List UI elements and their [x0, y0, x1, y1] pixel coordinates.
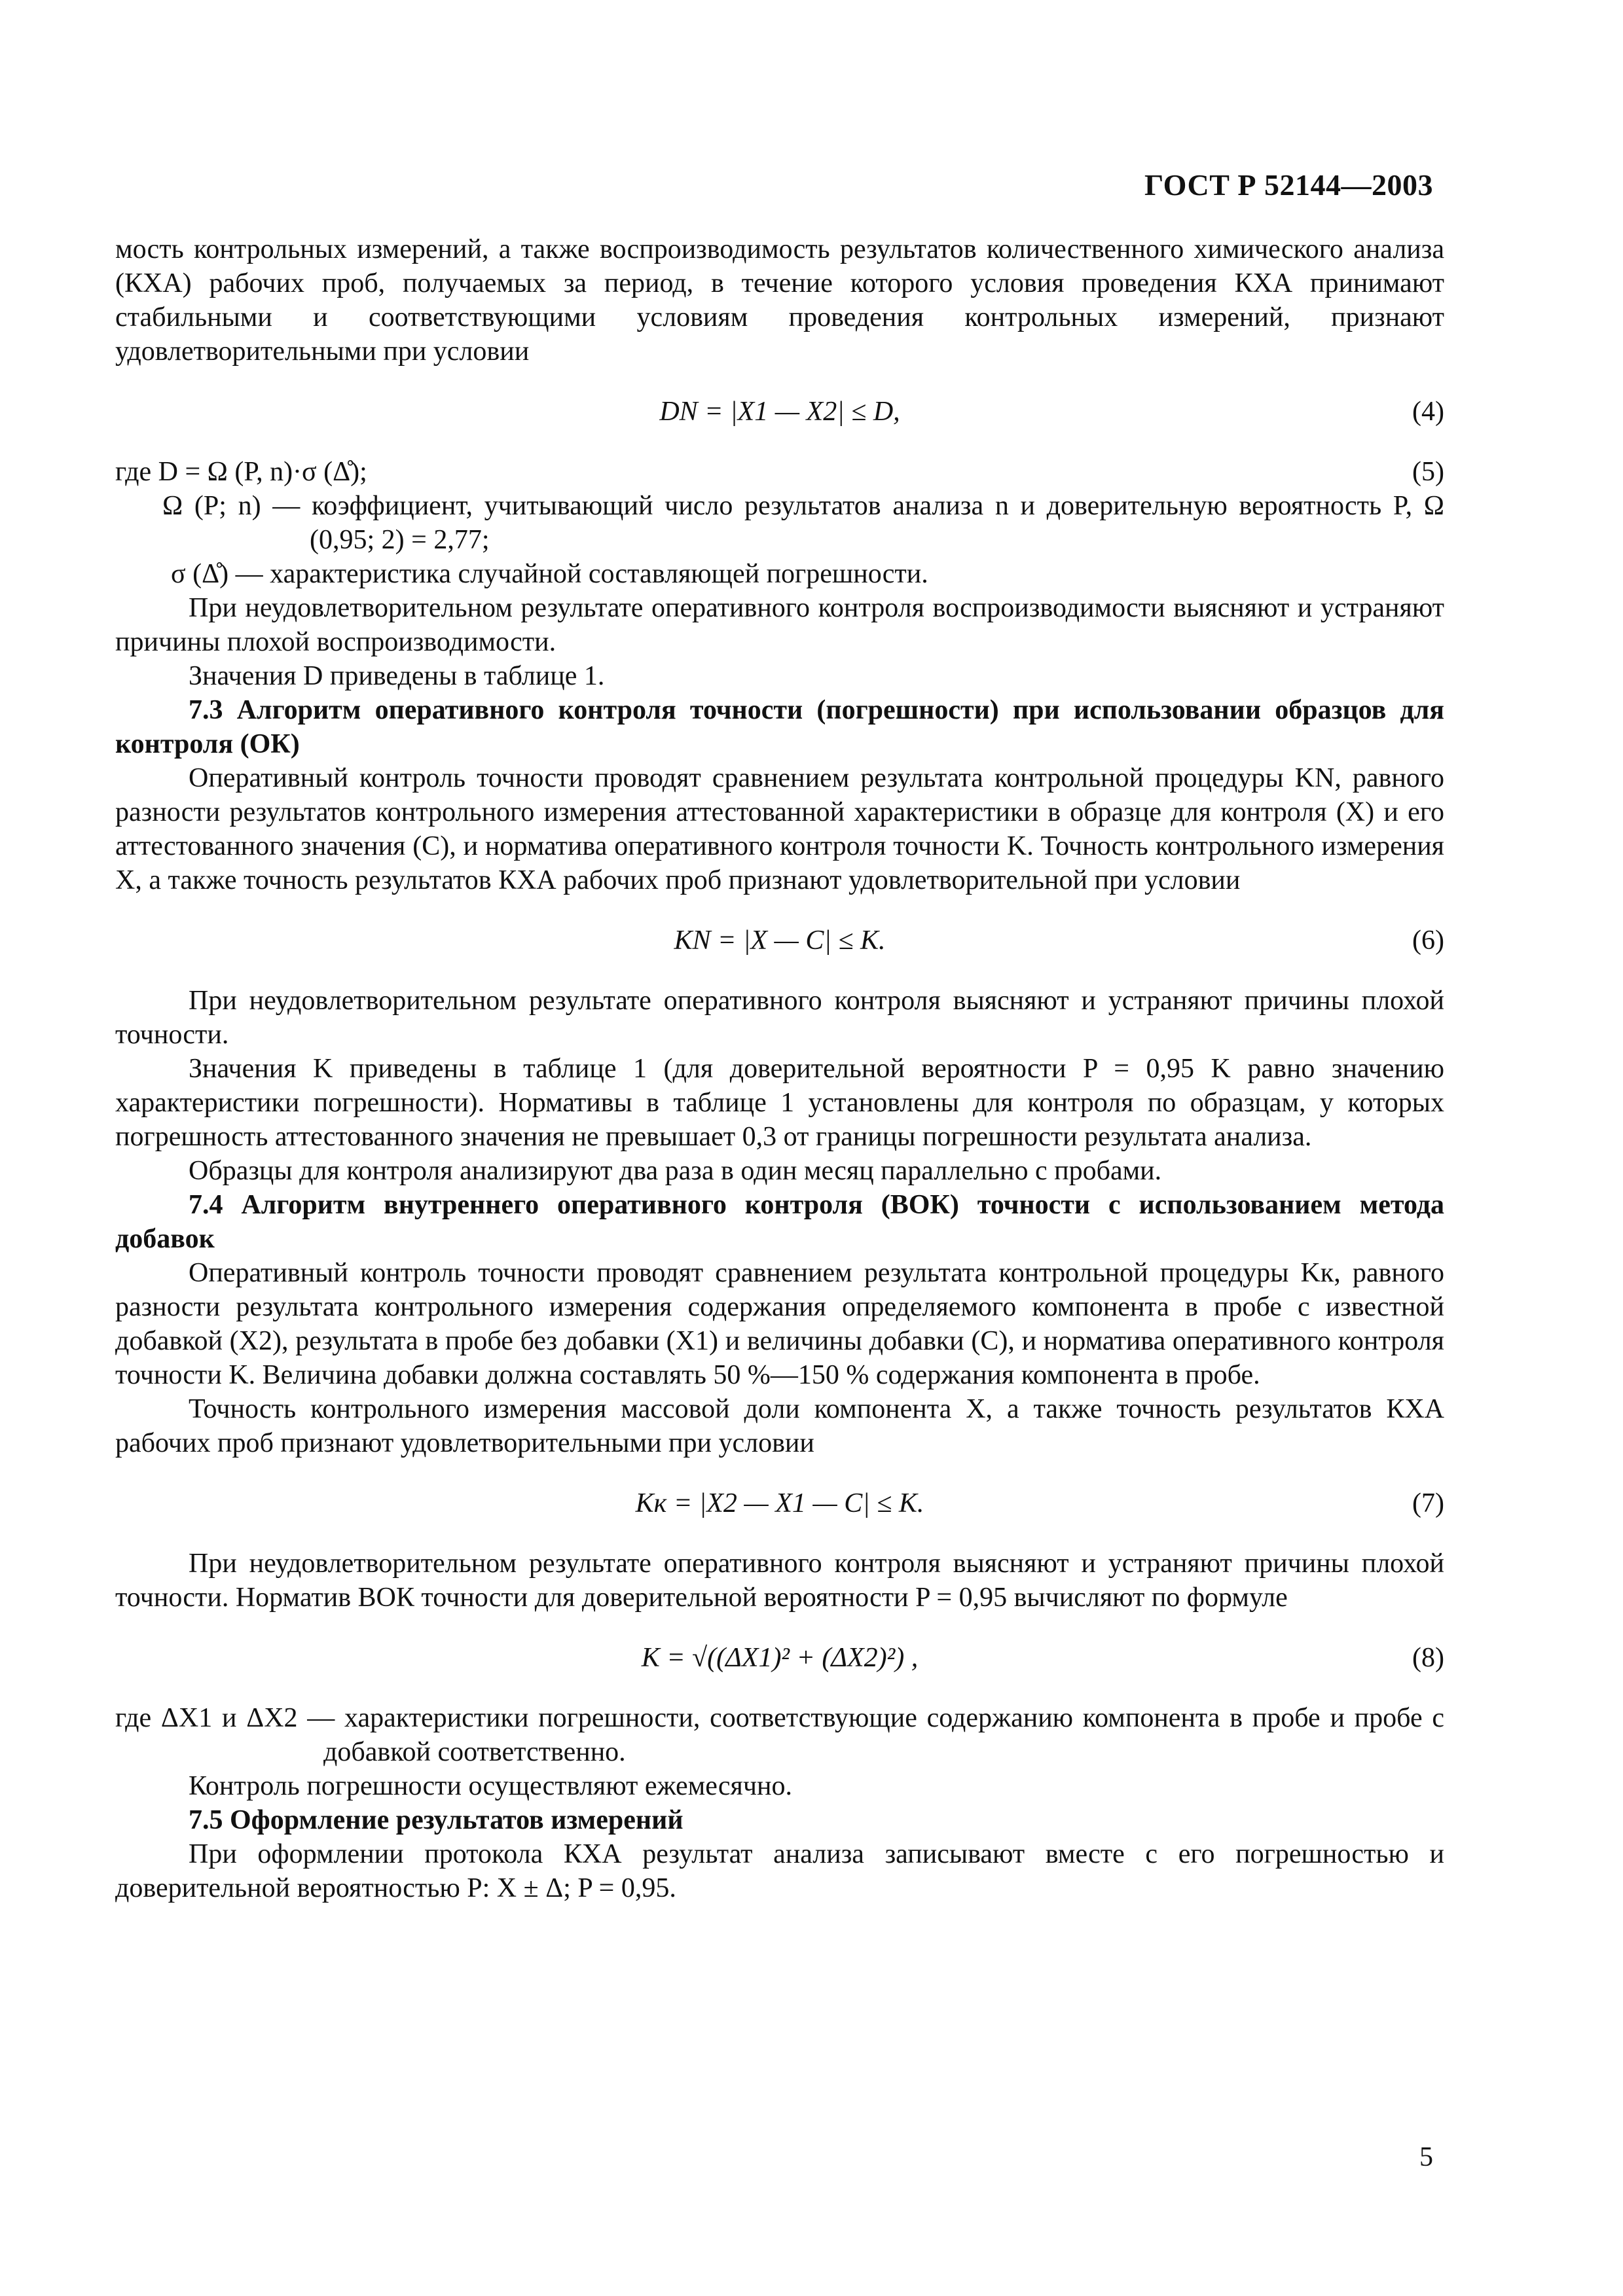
equation-7-number: (7) — [1412, 1488, 1444, 1518]
paragraph-values-d: Значения D приведены в таблице 1. — [189, 661, 605, 691]
paragraph-accuracy-control: Оперативный контроль точности проводят сравнением результата контрольной процедуры KN, равного разности результатов контрольного измерения аттестованной характеристики в образце для контроля (X) и его аттестованного значения (C), и норматива оперативного контроля точности K. Точность контрольного измерения X, а также точность результатов КХА рабочих проб признают удовлетворительной при условии — [115, 763, 1444, 895]
equation-6 — [115, 924, 1444, 958]
paragraph-unsatisfactory-reproducibility: При неудовлетворительном результате оперативного контроля воспроизводимости выясняют и устраняют причины плохой воспроизводимости. — [115, 593, 1444, 657]
section-heading-7-5: 7.5 Оформление результатов измерений — [189, 1805, 684, 1835]
equation-4-number: (4) — [1412, 397, 1444, 427]
definition-sigma: σ (Δ̊) — характеристика случайной составляющей погрешности. — [171, 559, 928, 589]
equation-8 — [115, 1641, 1444, 1675]
paragraph-monthly-control: Контроль погрешности осуществляют ежемесячно. — [189, 1771, 792, 1801]
equation-5-formula: где D = Ω (P, n)·σ (Δ̊); — [115, 457, 367, 487]
paragraph-control-samples: Образцы для контроля анализируют два раза в один месяц параллельно с пробами. — [189, 1156, 1162, 1186]
equation-7 — [115, 1486, 1444, 1520]
equation-7-formula: Kк = |X2 — X1 — C| ≤ K. — [635, 1488, 924, 1518]
equation-8-number: (8) — [1412, 1643, 1444, 1673]
section-heading-7-4: 7.4 Алгоритм внутреннего оперативного контроля (ВОК) точности с использованием метода добавок — [115, 1190, 1444, 1254]
page-number: 5 — [1419, 2142, 1433, 2172]
section-heading-7-3: 7.3 Алгоритм оперативного контроля точности (погрешности) при использовании образцов для контроля (ОК) — [115, 695, 1444, 759]
equation-4 — [115, 395, 1444, 429]
equation-8-formula: K = √((ΔX1)² + (ΔX2)²) , — [641, 1643, 919, 1673]
paragraph-protocol: При оформлении протокола КХА результат анализа записывают вместе с его погрешностью и доверительной вероятностью P: X ± Δ; P = 0,95. — [115, 1839, 1444, 1903]
standard-header: ГОСТ Р 52144—2003 — [1144, 168, 1433, 202]
equation-4-formula: DN = |X1 — X2| ≤ D, — [659, 397, 900, 427]
paragraph-values-k: Значения K приведены в таблице 1 (для доверительной вероятности P = 0,95 K равно значению характеристики погрешности). Нормативы в таблице 1 установлены для контроля по образцам, у которых погрешность аттестованного значения не превышает 0,3 от границы погрешности результата анализа. — [115, 1054, 1444, 1152]
paragraph-vok-norm: При неудовлетворительном результате оперативного контроля выясняют и устраняют причины плохой точности. Норматив ВОК точности для доверительной вероятности P = 0,95 вычисляют по формуле — [115, 1549, 1444, 1613]
equation-5-number: (5) — [1412, 457, 1444, 487]
paragraph-mass-fraction: Точность контрольного измерения массовой доли компонента X, а также точность результатов КХА рабочих проб признают удовлетворительными при условии — [115, 1394, 1444, 1458]
equation-6-formula: KN = |X — C| ≤ K. — [674, 925, 886, 956]
definition-delta: где ΔX1 и ΔX2 — характеристики погрешности, соответствующие содержанию компонента в пробе и пробе с добавкой соответственно. — [115, 1703, 1444, 1767]
body-text — [115, 232, 1444, 1905]
equation-6-number: (6) — [1412, 925, 1444, 956]
equation-5 — [115, 455, 1444, 489]
definition-omega: Ω (P; n) — коэффициент, учитывающий число результатов анализа n и доверительную вероятность P, Ω (0,95; 2) = 2,77; — [162, 491, 1444, 555]
paragraph-additive-method: Оперативный контроль точности проводят сравнением результата контрольной процедуры Kк, равного разности результата контрольного измерения содержания определяемого компонента в пробе с известной добавкой (X2), результата в пробе без добавки (X1) и величины добавки (C), и норматива оперативного контроля точности K. Величина добавки должна составлять 50 %—150 % содержания компонента в пробе. — [115, 1258, 1444, 1390]
paragraph-unsatisfactory-accuracy: При неудовлетворительном результате оперативного контроля выясняют и устраняют причины плохой точности. — [115, 986, 1444, 1050]
paragraph-continuation: мость контрольных измерений, а также воспроизводимость результатов количественного химического анализа (КХА) рабочих проб, получаемых за период, в течение которого условия проведения КХА принимают стабильными и соответствующими условиям проведения контрольных измерений, признают удовлетворительными при условии — [115, 234, 1444, 367]
